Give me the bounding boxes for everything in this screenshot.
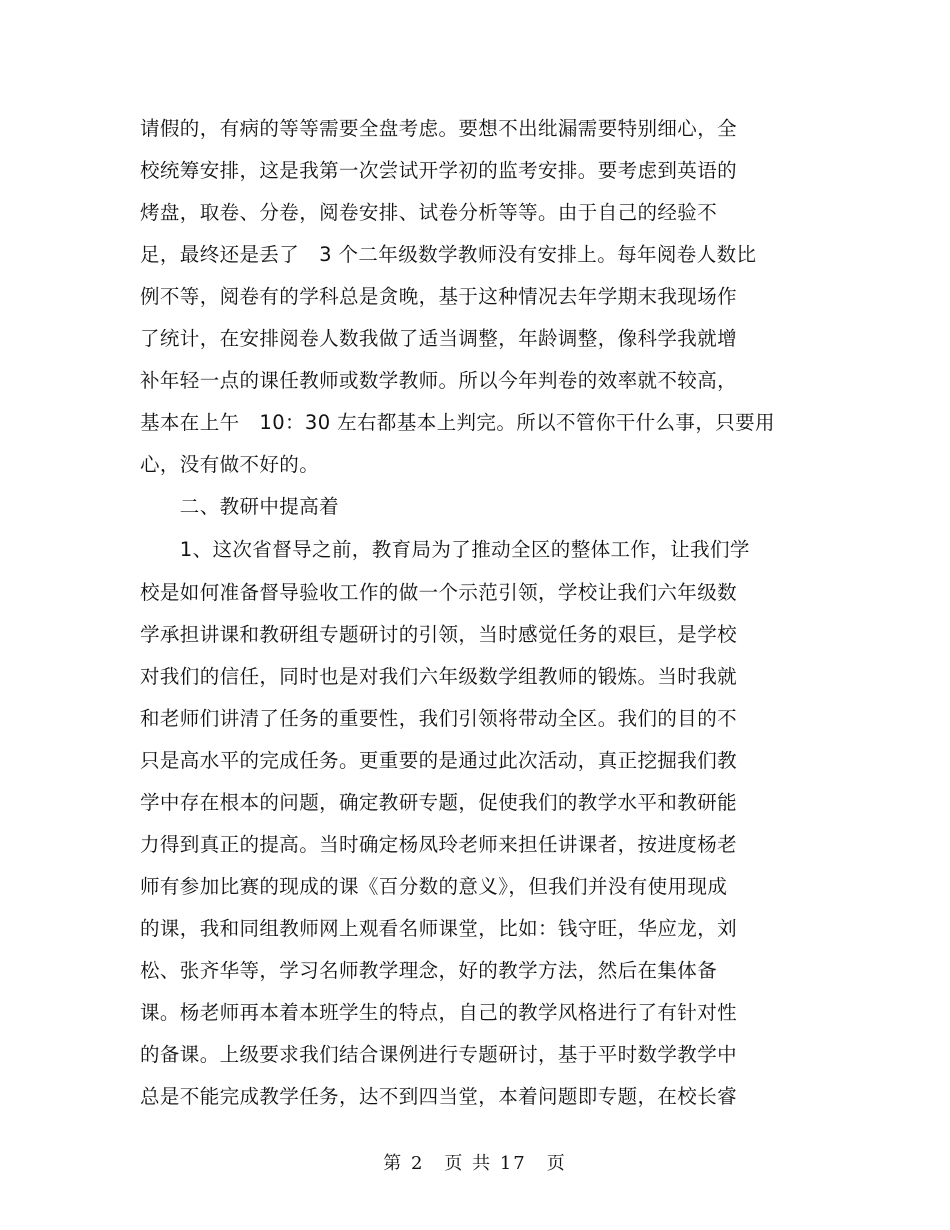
text-line: 学中存在根本的问题，确定教研专题，促使我们的教学水平和教研能: [140, 791, 738, 814]
text-line: 例不等，阅卷有的学科总是贪晚，基于这种情况去年学期末我现场作: [140, 285, 738, 308]
text-line: 总是不能完成教学任务，达不到四当堂，本着问题即专题，在校长睿: [140, 1085, 738, 1108]
text-line: 只是高水平的完成任务。更重要的是通过此次活动，真正挖掘我们教: [140, 749, 738, 772]
text-line: 了统计，在安排阅卷人数我做了适当调整，年龄调整，像科学我就增: [140, 327, 738, 350]
text-line: 和老师们讲清了任务的重要性，我们引领将带动全区。我们的目的不: [140, 707, 738, 730]
section-heading: 二、教研中提高着: [140, 495, 340, 518]
text-line: 1、这次省督导之前，教育局为了推动全区的整体工作，让我们学: [140, 538, 750, 561]
text-line: 的课，我和同组教师网上观看名师课堂，比如：钱守旺，华应龙，刘: [140, 917, 738, 940]
text-line: 的备课。上级要求我们结合课例进行专题研讨，基于平时数学教学中: [140, 1043, 738, 1066]
text-line: 对我们的信任，同时也是对我们六年级数学组教师的锻炼。当时我就: [140, 665, 738, 688]
text-line: 力得到真正的提高。当时确定杨凤玲老师来担任讲课者，按进度杨老: [140, 833, 738, 856]
text-line: 校是如何准备督导验收工作的做一个示范引领，学校让我们六年级数: [140, 581, 738, 604]
text-line: 补年轻一点的课任教师或数学教师。所以今年判卷的效率就不较高，: [140, 369, 738, 392]
text-line: 课。杨老师再本着本班学生的特点，自己的教学风格进行了有针对性: [140, 1001, 738, 1024]
text-line: 请假的，有病的等等需要全盘考虑。要想不出纰漏需要特别细心，全: [140, 117, 738, 140]
text-line: 烤盘，取卷、分卷，阅卷安排、试卷分析等等。由于自己的经验不: [140, 201, 718, 224]
text-line: 足，最终还是丢了 3 个二年级数学教师没有安排上。每年阅卷人数比: [140, 243, 757, 266]
text-line: 校统筹安排，这是我第一次尝试开学初的监考安排。要考虑到英语的: [140, 159, 738, 182]
text-line: 心，没有做不好的。: [140, 453, 320, 476]
text-line: 学承担讲课和教研组专题研讨的引领，当时感觉任务的艰巨，是学校: [140, 623, 738, 646]
text-line: 师有参加比赛的现成的课《百分数的意义》，但我们并没有使用现成: [140, 875, 728, 898]
text-line: 基本在上午 10：30 左右都基本上判完。所以不管你干什么事，只要用: [140, 411, 775, 434]
page-number-footer: 第 2 页 共 17 页: [383, 1153, 567, 1174]
text-line: 松、张齐华等，学习名师教学理念，好的教学方法，然后在集体备: [140, 959, 718, 982]
